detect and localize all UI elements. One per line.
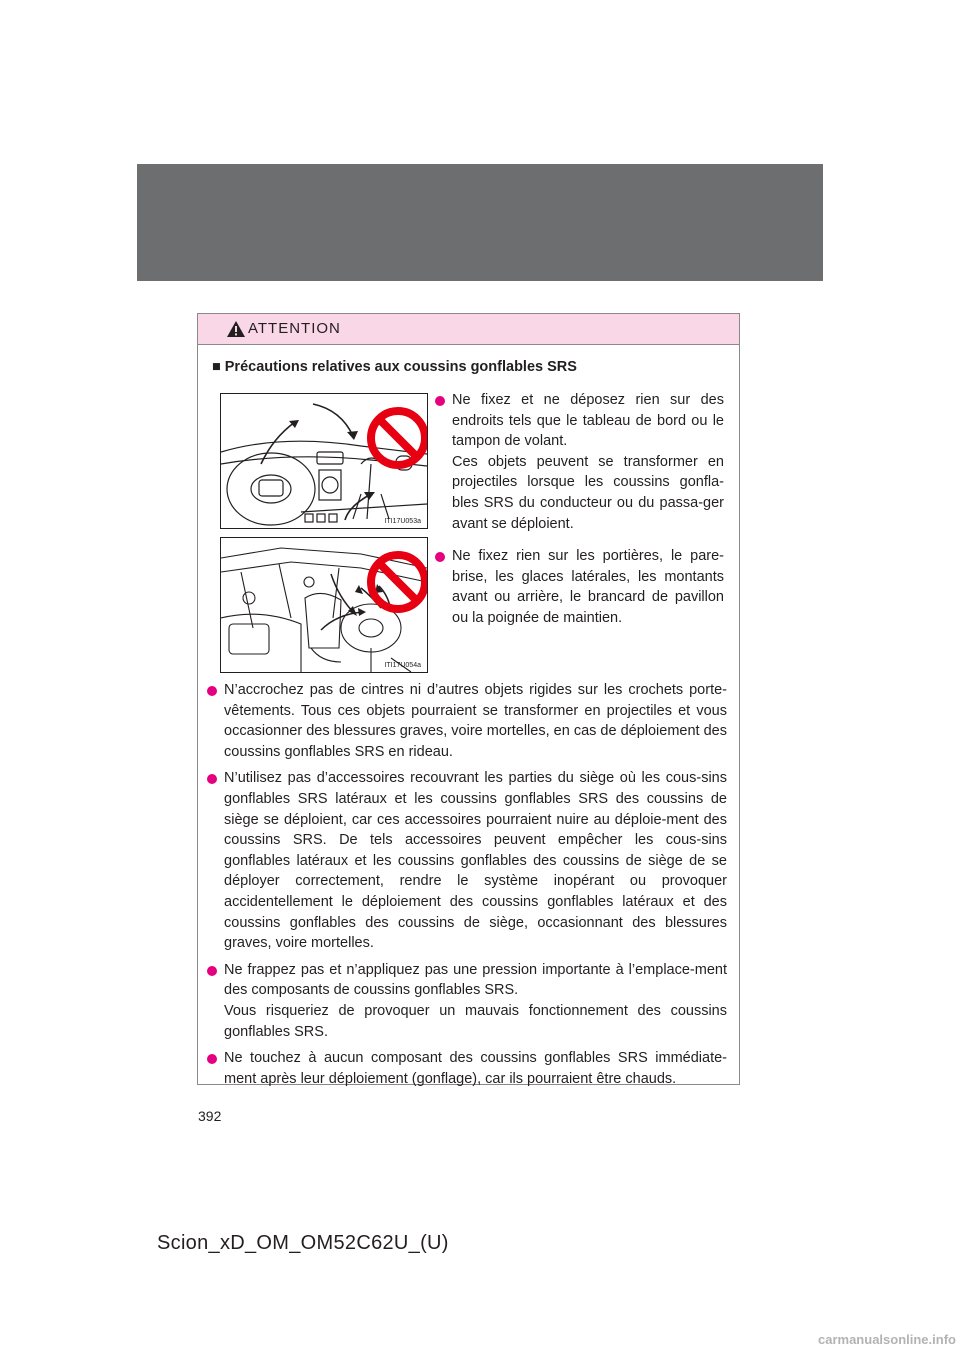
prohibition-icon (371, 555, 425, 609)
bullet-icon (207, 686, 217, 696)
caution-header (198, 314, 739, 345)
page-number: 392 (198, 1108, 222, 1124)
interior-illustration (221, 538, 427, 672)
section-marker: ■ (212, 359, 221, 375)
figure-dashboard (220, 393, 428, 529)
list-item: Ne touchez à aucun composant des coussins gonflables SRS immédiate-ment après leur déploiement (gonflage), car ils pourraient être chauds. (206, 1048, 727, 1089)
main-bullet-list (206, 680, 727, 1095)
caution-box (197, 313, 740, 1085)
list-item: Ne fixez et ne déposez rien sur des endroits tels que le tableau de bord ou le tampon de volant. Ces objets peuvent se transformer en projectiles lorsque les coussins gonfla-bles SRS du conducteur ou du passa-ger avant se déploient. (434, 390, 724, 534)
list-item: N’accrochez pas de cintres ni d’autres objets rigides sur les crochets porte-vêtements. Tous ces objets pourraient se transformer en projectiles et vous occasionner des blessures graves, voire mortelles, en cas de déploiement des coussins gonflables SRS en rideau. (206, 680, 727, 762)
bullet-icon (207, 774, 217, 784)
bullet-icon (207, 966, 217, 976)
list-item: N’utilisez pas d’accessoires recouvrant les parties du siège où les cous-sins gonflables SRS latéraux et les coussins gonflables SRS des coussins de siège se déploient, car ces accessoires pourraient nuire au déploie-ment des coussins SRS. De tels accessoires peuvent empêcher les cous-sins gonflables latéraux et les coussins gonflables des coussins de siège de se déployer correctement, rendre le système inopérant ou provoquer accidentellement le déploiement des coussins gonflables latéraux et des coussins gonflables des coussins de siège, occasionnant des blessures graves, voire mortelles. (206, 768, 727, 953)
figure-interior (220, 537, 428, 673)
bullet-icon (435, 396, 445, 406)
bullet-icon (435, 552, 445, 562)
warning-triangle-icon (226, 320, 246, 338)
document-footer: Scion_xD_OM_OM52C62U_(U) (157, 1232, 449, 1254)
dashboard-illustration (221, 394, 427, 528)
side-bullet-list (434, 390, 724, 641)
caution-title: ATTENTION (248, 320, 341, 337)
list-item: Ne fixez rien sur les portières, le pare-brise, les glaces latérales, les montants avant ou arrière, le brancard de pavillon ou la poignée de maintien. (434, 546, 724, 628)
bullet-icon (207, 1054, 217, 1064)
figure-code: ITI17U053a (384, 518, 421, 525)
header-band (137, 164, 823, 281)
list-item: Ne frappez pas et n’appliquez pas une pression importante à l’emplace-ment des composants de coussins gonflables SRS. Vous risqueriez de provoquer un mauvais fonctionnement des coussins gonflables SRS. (206, 960, 727, 1042)
figure-code: ITI17U054a (384, 662, 421, 669)
watermark: carmanualsonline.info (818, 1332, 956, 1347)
section-title: Précautions relatives aux coussins gonflables SRS (224, 359, 577, 375)
section-heading (212, 359, 577, 375)
